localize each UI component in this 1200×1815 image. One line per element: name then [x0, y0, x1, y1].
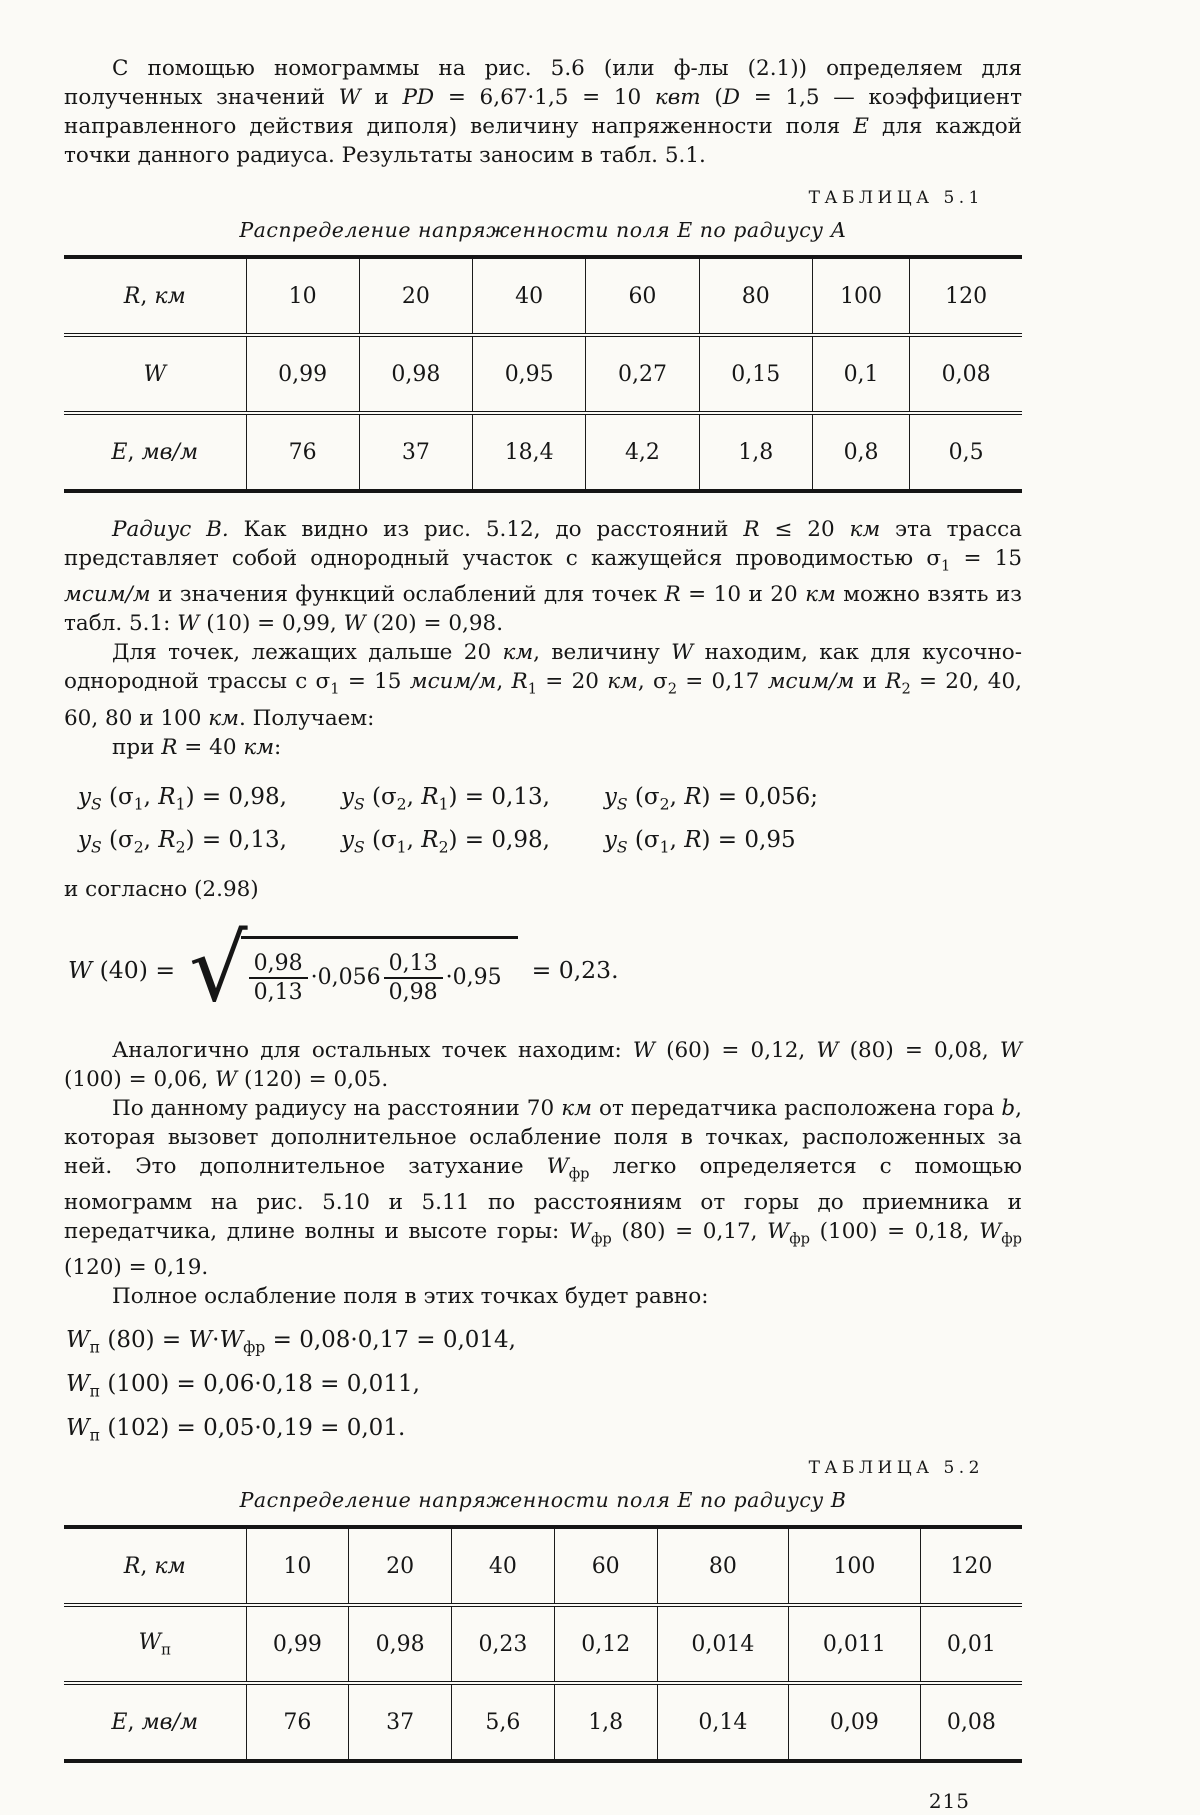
- table-2-label: ТАБЛИЦА 5.2: [808, 1458, 984, 1479]
- table-cell: 100: [789, 1527, 921, 1605]
- formula-wp-80: $W_п$ $(80) = W\cdot W_{фр} = 0,08\cdot 0,17 = 0,014$,: [66, 1327, 516, 1357]
- table-cell: 0,011: [789, 1605, 921, 1683]
- table-1: [64, 255, 1022, 493]
- table-cell: 0,8: [812, 413, 909, 491]
- table-cell: 40: [473, 257, 586, 335]
- formula-ys-block: [64, 784, 1022, 857]
- formula-w40-radicand: [241, 936, 518, 1008]
- formula-w40-tail: ·0,95: [445, 965, 502, 991]
- table-1-rowheader-e: Е, мв/м: [111, 439, 199, 465]
- table-cell: 20: [349, 1527, 452, 1605]
- paragraph-total-attenuation: Полное ослабление поля в этих точках будет равно:: [112, 1284, 709, 1310]
- formula-ys5: $y_S$ ($\sigma_1$, $R_2) = 0,98$,: [340, 827, 550, 857]
- table-1-label: ТАБЛИЦА 5.1: [808, 188, 984, 208]
- book-page: [64, 0, 1022, 1813]
- table-cell: 0,99: [246, 1605, 349, 1683]
- table-cell: 0,99: [246, 335, 359, 413]
- table-cell: 0,98: [359, 335, 472, 413]
- table-row: [64, 257, 1022, 335]
- table-row: [64, 413, 1022, 491]
- table-cell: 4,2: [586, 413, 699, 491]
- table-cell: 120: [920, 1527, 1022, 1605]
- formula-wp-block: [64, 1327, 1022, 1444]
- paragraph-analogous: Аналогично для остальных точек находим: W (60) = 0,12, W (80) = 0,08, W (100) = 0,06, W (120) = 0,05.: [64, 1037, 1022, 1092]
- table-cell: 0,15: [699, 335, 812, 413]
- formula-w40: [68, 915, 1022, 1023]
- page-number: 215: [928, 1789, 970, 1814]
- table-cell: 10: [246, 1527, 349, 1605]
- table-cell: 0,014: [657, 1605, 789, 1683]
- fraction-1: [249, 951, 308, 1005]
- table-cell: 37: [349, 1683, 452, 1761]
- table-cell: 0,12: [554, 1605, 657, 1683]
- table-cell: 0,08: [910, 335, 1022, 413]
- table-2-rowheader-r: R, км: [64, 1527, 246, 1605]
- paragraph-points-beyond: Для точек, лежащих дальше 20 км, величину W находим, как для кусочно-однородной трассы с $\sigma_1 = 15$ мсим/м, $R_1 = 20$ км, $\sigma_2 = 0,17$ мсим/м и $R_2 = 20$, 40, 60, 80 и 100 км. Получаем:: [64, 640, 1022, 731]
- table-cell: 0,08: [920, 1683, 1022, 1761]
- table-2-caption: Распределение напряженности поля Е по радиусу В: [239, 1488, 847, 1513]
- formula-ys6: $y_S$ ($\sigma_1$, R) = 0,95: [603, 827, 796, 857]
- table-cell: 0,23: [452, 1605, 555, 1683]
- paragraph-mountain: По данному радиусу на расстоянии 70 км от передатчика расположена гора b, которая вызовет дополнительное ослабление поля в точках, расположенных за ней. Это дополнительное затухание $W_{фр}$ легко определяется с помощью номограмм на рис. 5.10 и 5.11 по расстояниям от горы до приемника и передатчика, длине волны и высоте горы: $W_{фр}$ (80) = 0,17, $W_{фр}$ (100) = 0,18, $W_{фр}$ (120) = 0,19.: [64, 1095, 1022, 1281]
- table-1-rowheader-w: W: [64, 335, 246, 413]
- formula-ys2: $y_S$ ($\sigma_2$, $R_1) = 0,13$,: [340, 783, 550, 814]
- fraction-2-denominator: 0,98: [388, 979, 438, 1005]
- formula-ys3: $y_S$ ($\sigma_2$, R) = 0,056;: [603, 783, 818, 814]
- table-cell: 5,6: [452, 1683, 555, 1761]
- table-row: [64, 1527, 1022, 1605]
- table-cell: 20: [359, 257, 472, 335]
- formula-w40-mid: ·0,056: [310, 965, 381, 991]
- formula-ys-line-2: [78, 827, 1022, 857]
- table-row: [64, 1605, 1022, 1683]
- table-cell: 100: [812, 257, 909, 335]
- table-cell: 76: [246, 413, 359, 491]
- paragraph-at-r40: при R = 40 км:: [112, 734, 282, 760]
- table-cell: 0,14: [657, 1683, 789, 1761]
- table-row: [64, 1683, 1022, 1761]
- sqrt-radical: [189, 915, 518, 1023]
- table-cell: 0,27: [586, 335, 699, 413]
- table-cell: 60: [586, 257, 699, 335]
- paragraph-soglasno: и согласно (2.98): [64, 876, 259, 902]
- table-cell: 1,8: [554, 1683, 657, 1761]
- paragraph-intro: С помощью номограммы на рис. 5.6 (или ф-лы (2.1)) определяем для полученных значений W и PD = 6,67·1,5 = 10 квт (D = 1,5 — коэффициент направленного действия диполя) величину напряженности поля Е для каждой точки данного радиуса. Результаты заносим в табл. 5.1.: [64, 56, 1022, 168]
- table-cell: 0,95: [473, 335, 586, 413]
- formula-ys4: $y_S$ ($\sigma_2$, $R_2) = 0,13$,: [78, 827, 287, 857]
- fraction-1-numerator: 0,98: [249, 951, 308, 979]
- table-cell: 1,8: [699, 413, 812, 491]
- fraction-2: [384, 951, 443, 1005]
- table-cell: 0,09: [789, 1683, 921, 1761]
- table-cell: 0,98: [349, 1605, 452, 1683]
- table-cell: 120: [910, 257, 1022, 335]
- table-cell: 80: [699, 257, 812, 335]
- table-2: [64, 1525, 1022, 1763]
- table-cell: 18,4: [473, 413, 586, 491]
- table-cell: 0,5: [910, 413, 1022, 491]
- formula-w40-lhs: W (40) =: [68, 955, 176, 984]
- radical-sign-icon: √: [189, 915, 248, 1023]
- formula-w40-result: = 0,23.: [531, 955, 619, 984]
- table-cell: 76: [246, 1683, 349, 1761]
- formula-ys1: $y_S$ ($\sigma_1$, $R_1) = 0,98$,: [78, 783, 287, 814]
- table-cell: 0,01: [920, 1605, 1022, 1683]
- formula-wp-102: $W_п$ (102) = 0,05·0,19 = 0,01.: [66, 1414, 406, 1445]
- table-2-rowheader-e: Е, мв/м: [111, 1709, 199, 1735]
- table-cell: 60: [554, 1527, 657, 1605]
- table-1-caption: Распределение напряженности поля Е по радиусу А: [239, 218, 847, 242]
- formula-wp-100: $W_п$ (100) = 0,06·0,18 = 0,011,: [66, 1370, 420, 1401]
- table-1-rowheader-r: R, км: [64, 257, 246, 335]
- table-cell: 10: [246, 257, 359, 335]
- table-cell: 0,1: [812, 335, 909, 413]
- table-cell: 37: [359, 413, 472, 491]
- table-2-rowheader-wp: $W_п$: [64, 1605, 246, 1683]
- table-cell: 80: [657, 1527, 789, 1605]
- table-cell: 40: [452, 1527, 555, 1605]
- fraction-1-denominator: 0,13: [253, 979, 303, 1005]
- table-row: [64, 335, 1022, 413]
- paragraph-radius-b: Радиус В. Как видно из рис. 5.12, до расстояний R ≤ 20 км эта трасса представляет собой однородный участок с кажущейся проводимостью $\sigma_1 = 15$ мсим/м и значения функций ослаблений для точек R = 10 и 20 км можно взять из табл. 5.1: W (10) = 0,99, W (20) = 0,98.: [64, 517, 1022, 637]
- fraction-2-numerator: 0,13: [384, 951, 443, 979]
- formula-ys-line-1: [78, 784, 1022, 814]
